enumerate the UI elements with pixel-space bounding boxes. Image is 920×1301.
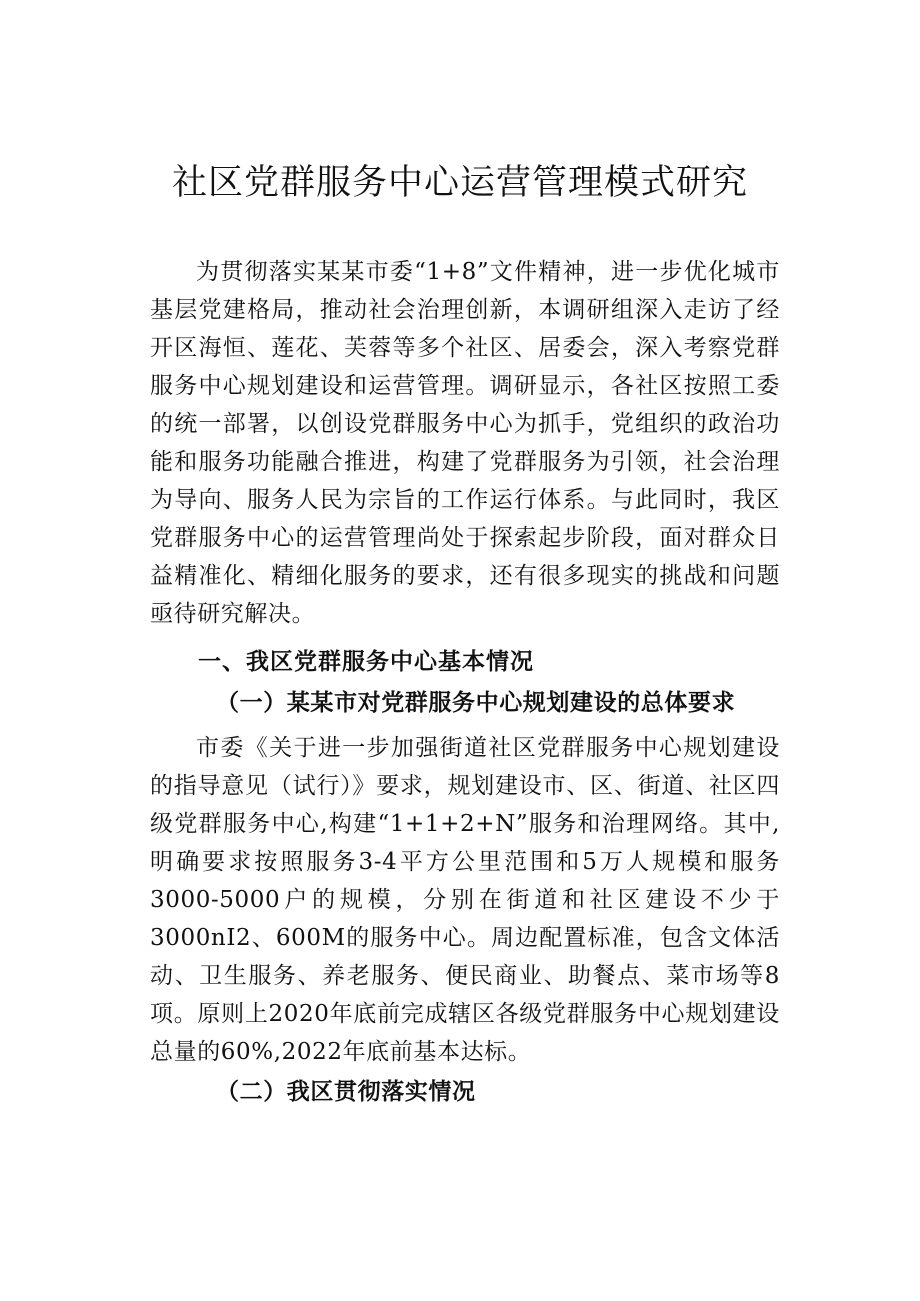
subsection-heading: （一）某某市对党群服务中心规划建设的总体要求: [216, 689, 736, 716]
intro-paragraph: 为贯彻落实某某市委“1+8”文件精神，进一步优化城市基层党建格局，推动社会治理创新，本调研组深入走访了经开区海恒、莲花、芙蓉等多个社区、居委会，深入考察党群服务中心规划建设和运营管理。调研显示，各社区按照工委的统一部署，以创设党群服务中心为抓手，党组织的政治功能和服务功能融合推进，构建了党群服务为引领，社会治理为导向、服务人民为宗旨的工作运行体系。与此同时，我区党群服务中心的运营管理尚处于探索起步阶段，面对群众日益精准化、精细化服务的要求，还有很多现实的挑战和问题亟待研究解决。: [150, 259, 780, 627]
section-heading: 一、我区党群服务中心基本情况: [198, 649, 534, 675]
document-title: 社区党群服务中心运营管理模式研究: [171, 163, 748, 203]
subsection-heading: （二）我区贯彻落实情况: [216, 1078, 476, 1105]
body-paragraph: 市委《关于进一步加强街道社区党群服务中心规划建设的指导意见（试行）》要求，规划建设市、区、街道、社区四级党群服务中心,构建“1+1+2+N”服务和治理网络。其中,明确要求按照服务3-4平方公里范围和5万人规模和服务3000-5000户的规模，分别在街道和社区建设不少于3000nI2、600M的服务中心。周边配置标准，包含文体活动、卫生服务、养老服务、便民商业、助餐点、菜市场等8项。原则上2020年底前完成辖区各级党群服务中心规划建设总量的60%,2022年底前基本达标。: [150, 735, 780, 1065]
